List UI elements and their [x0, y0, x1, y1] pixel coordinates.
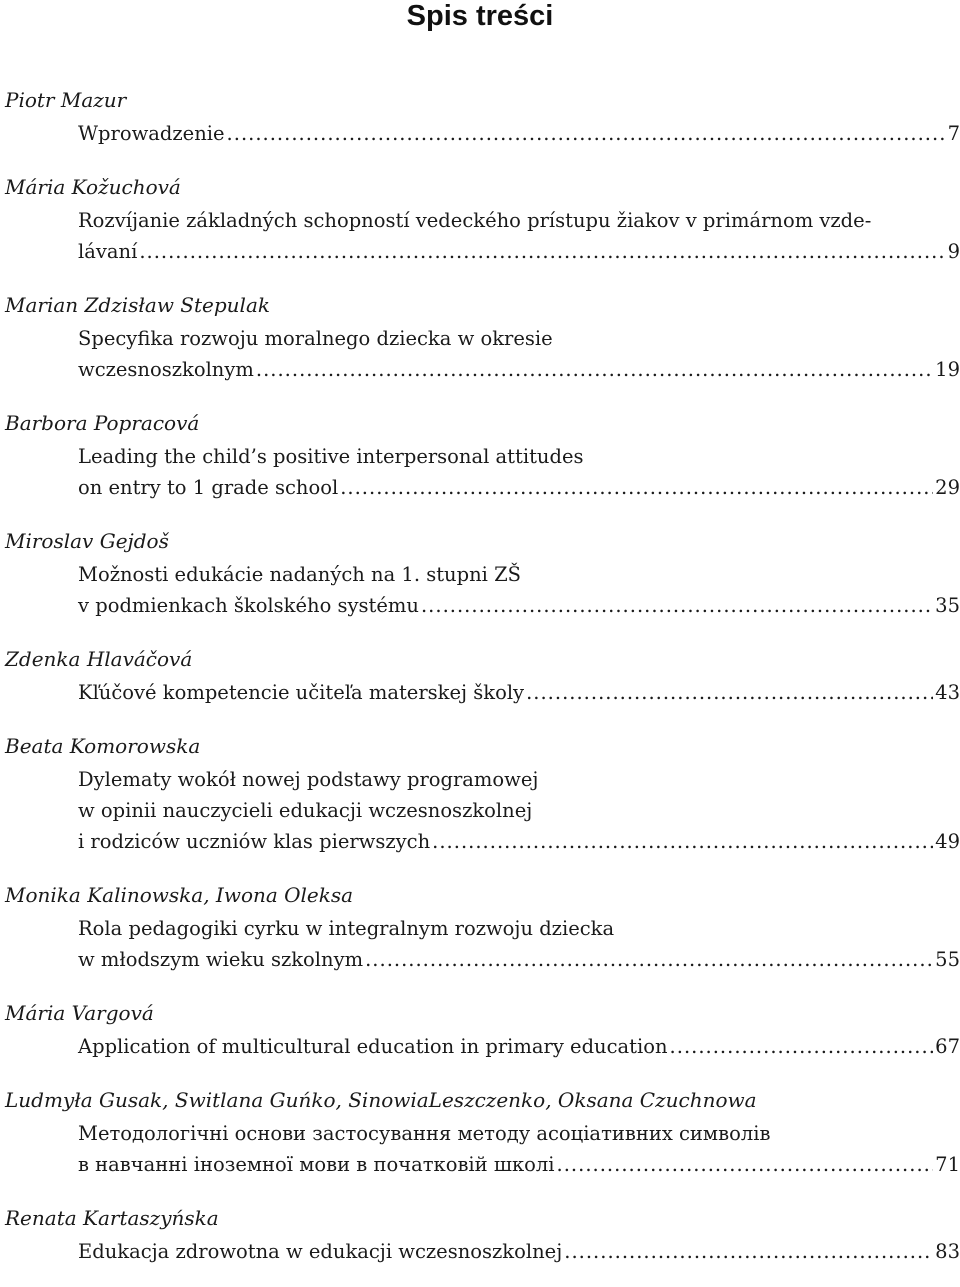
chapter-title: Wprowadzenie: [78, 122, 225, 145]
toc-entry[interactable]: [5, 877, 960, 975]
chapter-title: Application of multicultural education in primary education: [78, 1035, 668, 1058]
toc-entry[interactable]: [5, 405, 960, 503]
page-number: 7: [947, 122, 960, 145]
entry-chapter: [5, 913, 960, 975]
toc-entry[interactable]: [5, 523, 960, 621]
dot-leader: [365, 944, 933, 975]
entry-chapter: [5, 764, 960, 857]
entry-chapter: [5, 559, 960, 621]
entry-author: Renata Kartaszyńska: [5, 1206, 219, 1230]
toc-entry[interactable]: [5, 995, 960, 1062]
dot-leader: [256, 354, 933, 385]
entry-author: Marian Zdzisław Stepulak: [5, 293, 270, 317]
toc-entry[interactable]: [5, 1200, 960, 1267]
entry-chapter: [5, 205, 960, 267]
dot-leader: [526, 677, 933, 708]
entry-author: Ludmyła Gusak, Switlana Guńko, SinowiaLeszczenko, Oksana Czuchnowa: [5, 1088, 757, 1112]
chapter-title-line: Rola pedagogiki cyrku w integralnym rozwoju dziecka: [78, 917, 615, 940]
chapter-title-line: Leading the child’s positive interpersonal attitudes: [78, 445, 584, 468]
toc-entry[interactable]: [5, 1082, 960, 1180]
chapter-title: on entry to 1 grade school: [78, 476, 339, 499]
toc-entry[interactable]: [5, 287, 960, 385]
chapter-title-line: w opinii nauczycieli edukacji wczesnoszkolnej: [78, 799, 533, 822]
toc-entry[interactable]: [5, 728, 960, 857]
entry-chapter: [5, 441, 960, 503]
dot-leader: [227, 118, 946, 149]
chapter-title: v podmienkach školského systému: [78, 594, 419, 617]
entry-author: Mária Vargová: [5, 1001, 154, 1025]
chapter-title: Kľúčové kompetencie učiteľa materskej školy: [78, 681, 525, 704]
chapter-title: lávaní: [78, 240, 138, 263]
page-number: 35: [935, 594, 960, 617]
entry-author: Beata Komorowska: [5, 734, 201, 758]
page-number: 43: [935, 681, 960, 704]
chapter-title: i rodziców uczniów klas pierwszych: [78, 830, 431, 853]
toc-entry[interactable]: [5, 169, 960, 267]
page-number: 67: [935, 1035, 960, 1058]
entry-chapter: [5, 118, 960, 149]
dot-leader: [139, 236, 945, 267]
entry-chapter: [5, 1118, 960, 1180]
page-number: 29: [935, 476, 960, 499]
page-number: 55: [935, 948, 960, 971]
entry-author: Mária Kožuchová: [5, 175, 181, 199]
chapter-title: w młodszym wieku szkolnym: [78, 948, 364, 971]
page-number: 9: [947, 240, 960, 263]
page-number: 71: [935, 1153, 960, 1176]
page-number: 49: [935, 830, 960, 853]
chapter-title-line: Dylematy wokół nowej podstawy programowej: [78, 768, 539, 791]
chapter-title-line: Specyfika rozwoju moralnego dziecka w okresie: [78, 327, 553, 350]
chapter-title: в навчанні іноземної мови в початковій школі: [78, 1153, 555, 1176]
toc-entry[interactable]: [5, 82, 960, 149]
entry-author: Miroslav Gejdoš: [5, 529, 169, 553]
entry-chapter: [5, 677, 960, 708]
chapter-title: Edukacja zdrowotna w edukacji wczesnoszkolnej: [78, 1240, 563, 1263]
entry-author: Monika Kalinowska, Iwona Oleksa: [5, 883, 354, 907]
entry-chapter: [5, 1031, 960, 1062]
chapter-title: wczesnoszkolnym: [78, 358, 254, 381]
dot-leader: [557, 1149, 934, 1180]
dot-leader: [340, 472, 933, 503]
dot-leader: [564, 1236, 933, 1267]
page-number: 83: [935, 1240, 960, 1263]
dot-leader: [432, 826, 933, 857]
chapter-title-line: Методологічні основи застосування методу асоціативних символів: [78, 1122, 771, 1145]
page-number: 19: [935, 358, 960, 381]
table-of-contents: [5, 82, 960, 1287]
entry-author: Piotr Mazur: [5, 88, 127, 112]
chapter-title-line: Možnosti edukácie nadaných na 1. stupni ZŠ: [78, 563, 521, 586]
entry-author: Zdenka Hlaváčová: [5, 647, 193, 671]
dot-leader: [421, 590, 933, 621]
toc-entry[interactable]: [5, 641, 960, 708]
entry-chapter: [5, 1236, 960, 1267]
dot-leader: [670, 1031, 934, 1062]
entry-chapter: [5, 323, 960, 385]
chapter-title-line: Rozvíjanie základných schopností vedeckého prístupu žiakov v primárnom vzde-: [78, 209, 872, 232]
entry-author: Barbora Popracová: [5, 411, 200, 435]
page-title: Spis treści: [406, 0, 554, 32]
